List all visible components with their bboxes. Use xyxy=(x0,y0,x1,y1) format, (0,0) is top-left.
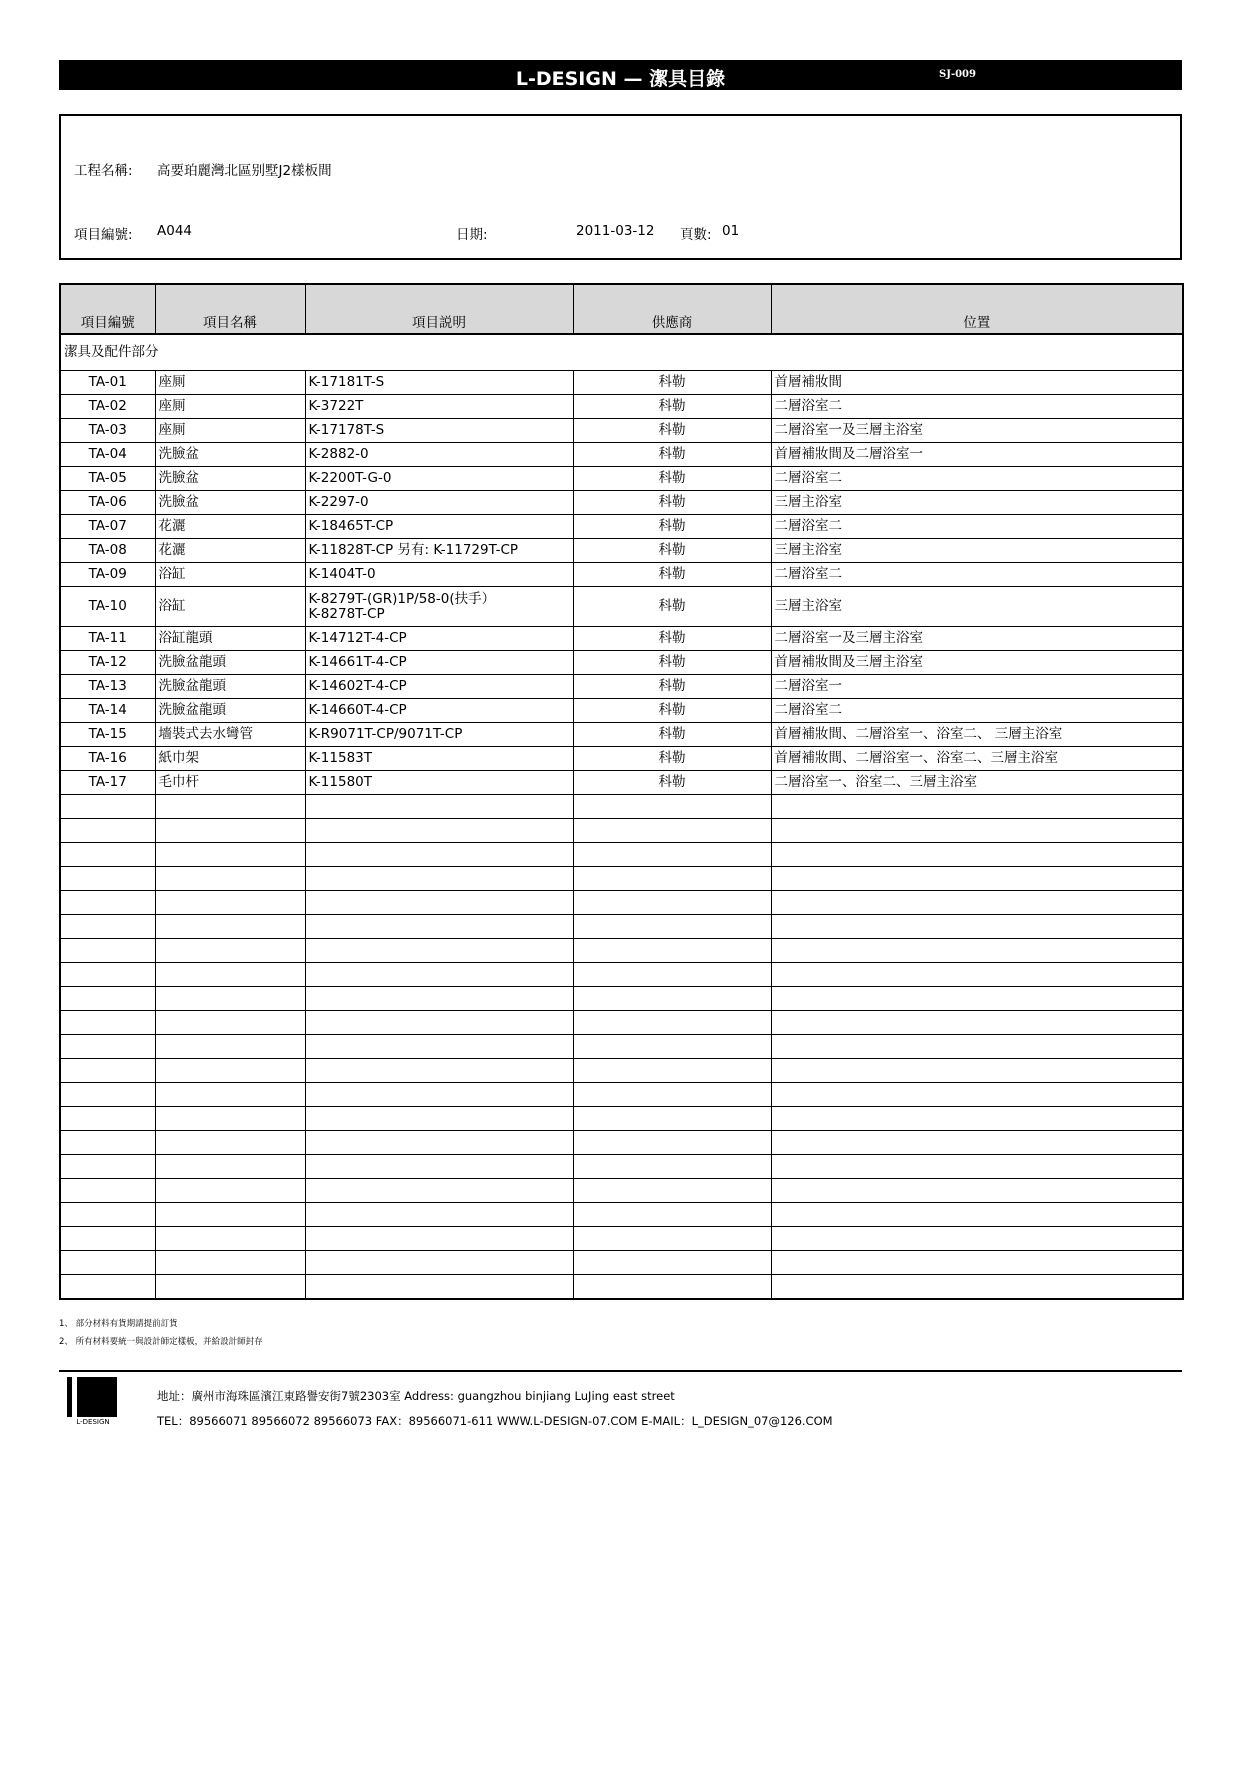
empty-cell xyxy=(60,939,155,963)
empty-cell xyxy=(771,1107,1183,1131)
empty-cell xyxy=(573,1083,771,1107)
empty-cell xyxy=(771,1251,1183,1275)
cell-name: 浴缸龍頭 xyxy=(155,627,305,651)
cell-location: 首層補妝間及三層主浴室 xyxy=(771,651,1183,675)
empty-cell xyxy=(155,1035,305,1059)
empty-row xyxy=(60,867,1183,891)
cell-code: TA-01 xyxy=(60,371,155,395)
cell-location: 二層浴室二 xyxy=(771,699,1183,723)
cell-name: 花灑 xyxy=(155,515,305,539)
empty-cell xyxy=(771,1059,1183,1083)
table-row xyxy=(60,491,1183,515)
header-name: 項目名稱 xyxy=(155,284,305,334)
cell-name: 座厠 xyxy=(155,419,305,443)
empty-cell xyxy=(771,939,1183,963)
empty-cell xyxy=(155,987,305,1011)
empty-cell xyxy=(60,891,155,915)
cell-location: 首層補妝間、二層浴室一、浴室二、三層主浴室 xyxy=(771,747,1183,771)
empty-cell xyxy=(305,1011,573,1035)
cell-location: 三層主浴室 xyxy=(771,491,1183,515)
cell-location: 二層浴室一、浴室二、三層主浴室 xyxy=(771,771,1183,795)
empty-row xyxy=(60,1275,1183,1300)
empty-cell xyxy=(771,891,1183,915)
table-row xyxy=(60,723,1183,747)
empty-cell xyxy=(771,963,1183,987)
cell-supplier: 科勒 xyxy=(573,723,771,747)
empty-cell xyxy=(305,867,573,891)
l-design-logo-icon xyxy=(67,1377,117,1417)
empty-cell xyxy=(60,915,155,939)
cell-location: 首層補妝間 xyxy=(771,371,1183,395)
empty-cell xyxy=(60,1107,155,1131)
empty-cell xyxy=(771,1203,1183,1227)
empty-cell xyxy=(305,1203,573,1227)
table-row xyxy=(60,771,1183,795)
empty-row xyxy=(60,1131,1183,1155)
empty-cell xyxy=(155,795,305,819)
cell-supplier: 科勒 xyxy=(573,467,771,491)
cell-code: TA-15 xyxy=(60,723,155,747)
empty-row xyxy=(60,843,1183,867)
cell-desc: K-11828T-CP 另有: K-11729T-CP xyxy=(305,539,573,563)
cell-location: 首層補妝間、二層浴室一、浴室二、 三層主浴室 xyxy=(771,723,1183,747)
empty-row xyxy=(60,1011,1183,1035)
table-row xyxy=(60,747,1183,771)
title-bar xyxy=(59,60,1182,90)
table-header-row xyxy=(60,284,1183,334)
cell-location: 首層補妝間及二層浴室一 xyxy=(771,443,1183,467)
cell-location: 三層主浴室 xyxy=(771,539,1183,563)
table-row xyxy=(60,539,1183,563)
page-title: L-DESIGN — 潔具目錄 xyxy=(515,68,726,90)
empty-cell xyxy=(60,1179,155,1203)
footer-address: 地址：廣州市海珠區濱江東路譽安街7號2303室 Address: guangzhou binjiang LuJing east street xyxy=(157,1389,675,1403)
empty-cell xyxy=(60,1251,155,1275)
table-row xyxy=(60,443,1183,467)
date-value: 2011-03-12 xyxy=(576,223,655,239)
empty-cell xyxy=(573,1011,771,1035)
empty-cell xyxy=(155,1179,305,1203)
cell-supplier: 科勒 xyxy=(573,747,771,771)
cell-location: 二層浴室二 xyxy=(771,395,1183,419)
cell-name: 洗臉盆 xyxy=(155,467,305,491)
cell-location: 二層浴室二 xyxy=(771,515,1183,539)
empty-cell xyxy=(155,915,305,939)
cell-code: TA-05 xyxy=(60,467,155,491)
empty-cell xyxy=(771,819,1183,843)
table-row xyxy=(60,395,1183,419)
empty-row xyxy=(60,795,1183,819)
empty-cell xyxy=(573,795,771,819)
empty-cell xyxy=(305,1227,573,1251)
cell-supplier: 科勒 xyxy=(573,675,771,699)
logo-label: L-DESIGN xyxy=(76,1418,110,1426)
empty-cell xyxy=(60,1059,155,1083)
cell-name: 浴缸 xyxy=(155,563,305,587)
empty-row xyxy=(60,1155,1183,1179)
note-item: 2、 所有材料要統一與設計師定樣板，并給設計師封存 xyxy=(59,1337,263,1347)
empty-cell xyxy=(573,1179,771,1203)
empty-cell xyxy=(60,1131,155,1155)
cell-name: 洗臉盆 xyxy=(155,491,305,515)
cell-name: 洗臉盆龍頭 xyxy=(155,675,305,699)
empty-cell xyxy=(305,819,573,843)
empty-cell xyxy=(771,915,1183,939)
empty-cell xyxy=(573,1251,771,1275)
section-row xyxy=(60,334,1183,371)
cell-desc: K-R9071T-CP/9071T-CP xyxy=(305,723,573,747)
empty-cell xyxy=(771,1179,1183,1203)
footer-contact: TEL：89566071 89566072 89566073 FAX：89566071-611 WWW.L-DESIGN-07.COM E-MAIL：L_DESIGN_07@126.COM xyxy=(157,1414,833,1428)
empty-cell xyxy=(573,1059,771,1083)
header-location: 位置 xyxy=(771,284,1183,334)
cell-name: 墻裝式去水彎管 xyxy=(155,723,305,747)
empty-cell xyxy=(155,1251,305,1275)
cell-supplier: 科勒 xyxy=(573,395,771,419)
project-name-label: 工程名稱: xyxy=(74,163,133,179)
empty-cell xyxy=(60,867,155,891)
cell-supplier: 科勒 xyxy=(573,371,771,395)
cell-supplier: 科勒 xyxy=(573,651,771,675)
empty-cell xyxy=(771,795,1183,819)
empty-cell xyxy=(155,1059,305,1083)
cell-location: 二層浴室一及三層主浴室 xyxy=(771,627,1183,651)
empty-cell xyxy=(305,1035,573,1059)
cell-supplier: 科勒 xyxy=(573,587,771,627)
cell-location: 二層浴室二 xyxy=(771,563,1183,587)
empty-cell xyxy=(155,819,305,843)
cell-code: TA-07 xyxy=(60,515,155,539)
cell-name: 座厠 xyxy=(155,395,305,419)
table-row xyxy=(60,587,1183,627)
cell-code: TA-13 xyxy=(60,675,155,699)
empty-row xyxy=(60,1179,1183,1203)
empty-cell xyxy=(573,867,771,891)
empty-row xyxy=(60,1107,1183,1131)
empty-cell xyxy=(60,1035,155,1059)
cell-name: 毛巾杆 xyxy=(155,771,305,795)
cell-desc-line: K-8279T-(GR)1P/58-0(扶手） xyxy=(308,590,496,607)
empty-cell xyxy=(155,1107,305,1131)
empty-cell xyxy=(60,843,155,867)
empty-cell xyxy=(573,987,771,1011)
empty-cell xyxy=(573,1035,771,1059)
table-row xyxy=(60,651,1183,675)
empty-cell xyxy=(305,963,573,987)
empty-cell xyxy=(771,1083,1183,1107)
empty-cell xyxy=(573,915,771,939)
cell-desc: K-11583T xyxy=(305,747,573,771)
items-table xyxy=(59,283,1184,1300)
cell-code: TA-12 xyxy=(60,651,155,675)
cell-desc: K-18465T-CP xyxy=(305,515,573,539)
empty-cell xyxy=(155,1011,305,1035)
pages-value: 01 xyxy=(722,223,740,239)
cell-supplier: 科勒 xyxy=(573,699,771,723)
empty-row xyxy=(60,987,1183,1011)
cell-code: TA-11 xyxy=(60,627,155,651)
empty-cell xyxy=(573,1107,771,1131)
empty-cell xyxy=(155,963,305,987)
cell-location: 二層浴室一及三層主浴室 xyxy=(771,419,1183,443)
empty-cell xyxy=(573,963,771,987)
section-title: 潔具及配件部分 xyxy=(60,334,1183,371)
empty-cell xyxy=(305,891,573,915)
cell-code: TA-10 xyxy=(60,587,155,627)
cell-code: TA-06 xyxy=(60,491,155,515)
empty-cell xyxy=(60,1275,155,1300)
project-no-label: 項目編號: xyxy=(74,227,133,243)
empty-cell xyxy=(305,1155,573,1179)
empty-cell xyxy=(771,1275,1183,1300)
empty-cell xyxy=(573,939,771,963)
empty-cell xyxy=(771,867,1183,891)
empty-row xyxy=(60,1203,1183,1227)
cell-name: 花灑 xyxy=(155,539,305,563)
cell-desc: K-3722T xyxy=(305,395,573,419)
empty-row xyxy=(60,1059,1183,1083)
empty-cell xyxy=(305,1059,573,1083)
empty-cell xyxy=(305,1275,573,1300)
empty-cell xyxy=(155,843,305,867)
cell-code: TA-09 xyxy=(60,563,155,587)
empty-cell xyxy=(155,1155,305,1179)
cell-location: 二層浴室一 xyxy=(771,675,1183,699)
empty-cell xyxy=(771,1155,1183,1179)
cell-location: 三層主浴室 xyxy=(771,587,1183,627)
cell-supplier: 科勒 xyxy=(573,563,771,587)
notes xyxy=(59,1315,263,1351)
empty-cell xyxy=(573,1155,771,1179)
cell-supplier: 科勒 xyxy=(573,515,771,539)
empty-cell xyxy=(305,795,573,819)
empty-cell xyxy=(771,1035,1183,1059)
empty-cell xyxy=(771,843,1183,867)
empty-row xyxy=(60,963,1183,987)
empty-row xyxy=(60,1227,1183,1251)
table-row xyxy=(60,675,1183,699)
empty-cell xyxy=(60,1011,155,1035)
empty-cell xyxy=(305,843,573,867)
empty-cell xyxy=(60,819,155,843)
empty-cell xyxy=(155,891,305,915)
cell-desc: K-14660T-4-CP xyxy=(305,699,573,723)
empty-cell xyxy=(60,1227,155,1251)
cell-name: 洗臉盆龍頭 xyxy=(155,651,305,675)
empty-cell xyxy=(305,987,573,1011)
cell-code: TA-16 xyxy=(60,747,155,771)
cell-supplier: 科勒 xyxy=(573,771,771,795)
empty-row xyxy=(60,1083,1183,1107)
empty-cell xyxy=(155,1203,305,1227)
empty-cell xyxy=(573,843,771,867)
date-label: 日期: xyxy=(456,227,488,243)
table-row xyxy=(60,563,1183,587)
table-row xyxy=(60,371,1183,395)
cell-name: 紙巾架 xyxy=(155,747,305,771)
empty-cell xyxy=(155,867,305,891)
empty-cell xyxy=(60,795,155,819)
cell-supplier: 科勒 xyxy=(573,443,771,467)
cell-desc: K-1404T-0 xyxy=(305,563,573,587)
pages-label: 頁數: xyxy=(680,227,712,243)
cell-desc: K-14661T-4-CP xyxy=(305,651,573,675)
cell-code: TA-03 xyxy=(60,419,155,443)
table-row xyxy=(60,515,1183,539)
cell-desc: K-17178T-S xyxy=(305,419,573,443)
project-name: 高要珀麗灣北區别墅J2樣板間 xyxy=(157,163,332,179)
empty-row xyxy=(60,1251,1183,1275)
empty-cell xyxy=(155,939,305,963)
cell-name: 洗臉盆龍頭 xyxy=(155,699,305,723)
cell-location: 二層浴室二 xyxy=(771,467,1183,491)
cell-desc xyxy=(305,587,573,627)
empty-cell xyxy=(771,1227,1183,1251)
cell-desc: K-14602T-4-CP xyxy=(305,675,573,699)
empty-cell xyxy=(60,987,155,1011)
cell-code: TA-02 xyxy=(60,395,155,419)
empty-row xyxy=(60,915,1183,939)
empty-row xyxy=(60,939,1183,963)
empty-cell xyxy=(573,891,771,915)
cell-desc: K-17181T-S xyxy=(305,371,573,395)
empty-cell xyxy=(305,939,573,963)
empty-row xyxy=(60,891,1183,915)
table-row xyxy=(60,419,1183,443)
cell-name: 浴缸 xyxy=(155,587,305,627)
empty-cell xyxy=(155,1227,305,1251)
empty-row xyxy=(60,819,1183,843)
cell-code: TA-08 xyxy=(60,539,155,563)
empty-cell xyxy=(155,1083,305,1107)
empty-cell xyxy=(573,1203,771,1227)
empty-cell xyxy=(573,819,771,843)
header-code: 項目編號 xyxy=(60,284,155,334)
table-row xyxy=(60,627,1183,651)
cell-code: TA-14 xyxy=(60,699,155,723)
empty-cell xyxy=(573,1275,771,1300)
empty-cell xyxy=(573,1131,771,1155)
header-supplier: 供應商 xyxy=(573,284,771,334)
empty-cell xyxy=(60,963,155,987)
cell-desc: K-2882-0 xyxy=(305,443,573,467)
empty-cell xyxy=(305,1251,573,1275)
note-item: 1、 部分材料有貨期請提前訂貨 xyxy=(59,1319,178,1329)
cell-supplier: 科勒 xyxy=(573,491,771,515)
cell-supplier: 科勒 xyxy=(573,419,771,443)
empty-cell xyxy=(771,1131,1183,1155)
empty-cell xyxy=(305,915,573,939)
cell-code: TA-17 xyxy=(60,771,155,795)
table-row xyxy=(60,467,1183,491)
empty-cell xyxy=(771,987,1183,1011)
cell-name: 洗臉盆 xyxy=(155,443,305,467)
empty-cell xyxy=(155,1275,305,1300)
empty-cell xyxy=(771,1011,1183,1035)
cell-desc: K-2297-0 xyxy=(305,491,573,515)
cell-supplier: 科勒 xyxy=(573,627,771,651)
cell-name: 座厠 xyxy=(155,371,305,395)
empty-cell xyxy=(305,1083,573,1107)
cell-desc-line: K-8278T-CP xyxy=(308,605,385,622)
empty-cell xyxy=(573,1227,771,1251)
empty-cell xyxy=(305,1107,573,1131)
cell-desc: K-2200T-G-0 xyxy=(305,467,573,491)
empty-cell xyxy=(60,1083,155,1107)
cell-code: TA-04 xyxy=(60,443,155,467)
header-desc: 項目説明 xyxy=(305,284,573,334)
empty-row xyxy=(60,1035,1183,1059)
project-no: A044 xyxy=(157,223,193,239)
empty-cell xyxy=(60,1203,155,1227)
document-code: SJ-009 xyxy=(939,69,976,80)
empty-cell xyxy=(305,1131,573,1155)
table-row xyxy=(60,699,1183,723)
cell-desc: K-11580T xyxy=(305,771,573,795)
empty-cell xyxy=(60,1155,155,1179)
cell-supplier: 科勒 xyxy=(573,539,771,563)
empty-cell xyxy=(305,1179,573,1203)
footer-divider xyxy=(59,1370,1182,1372)
empty-cell xyxy=(155,1131,305,1155)
cell-desc: K-14712T-4-CP xyxy=(305,627,573,651)
